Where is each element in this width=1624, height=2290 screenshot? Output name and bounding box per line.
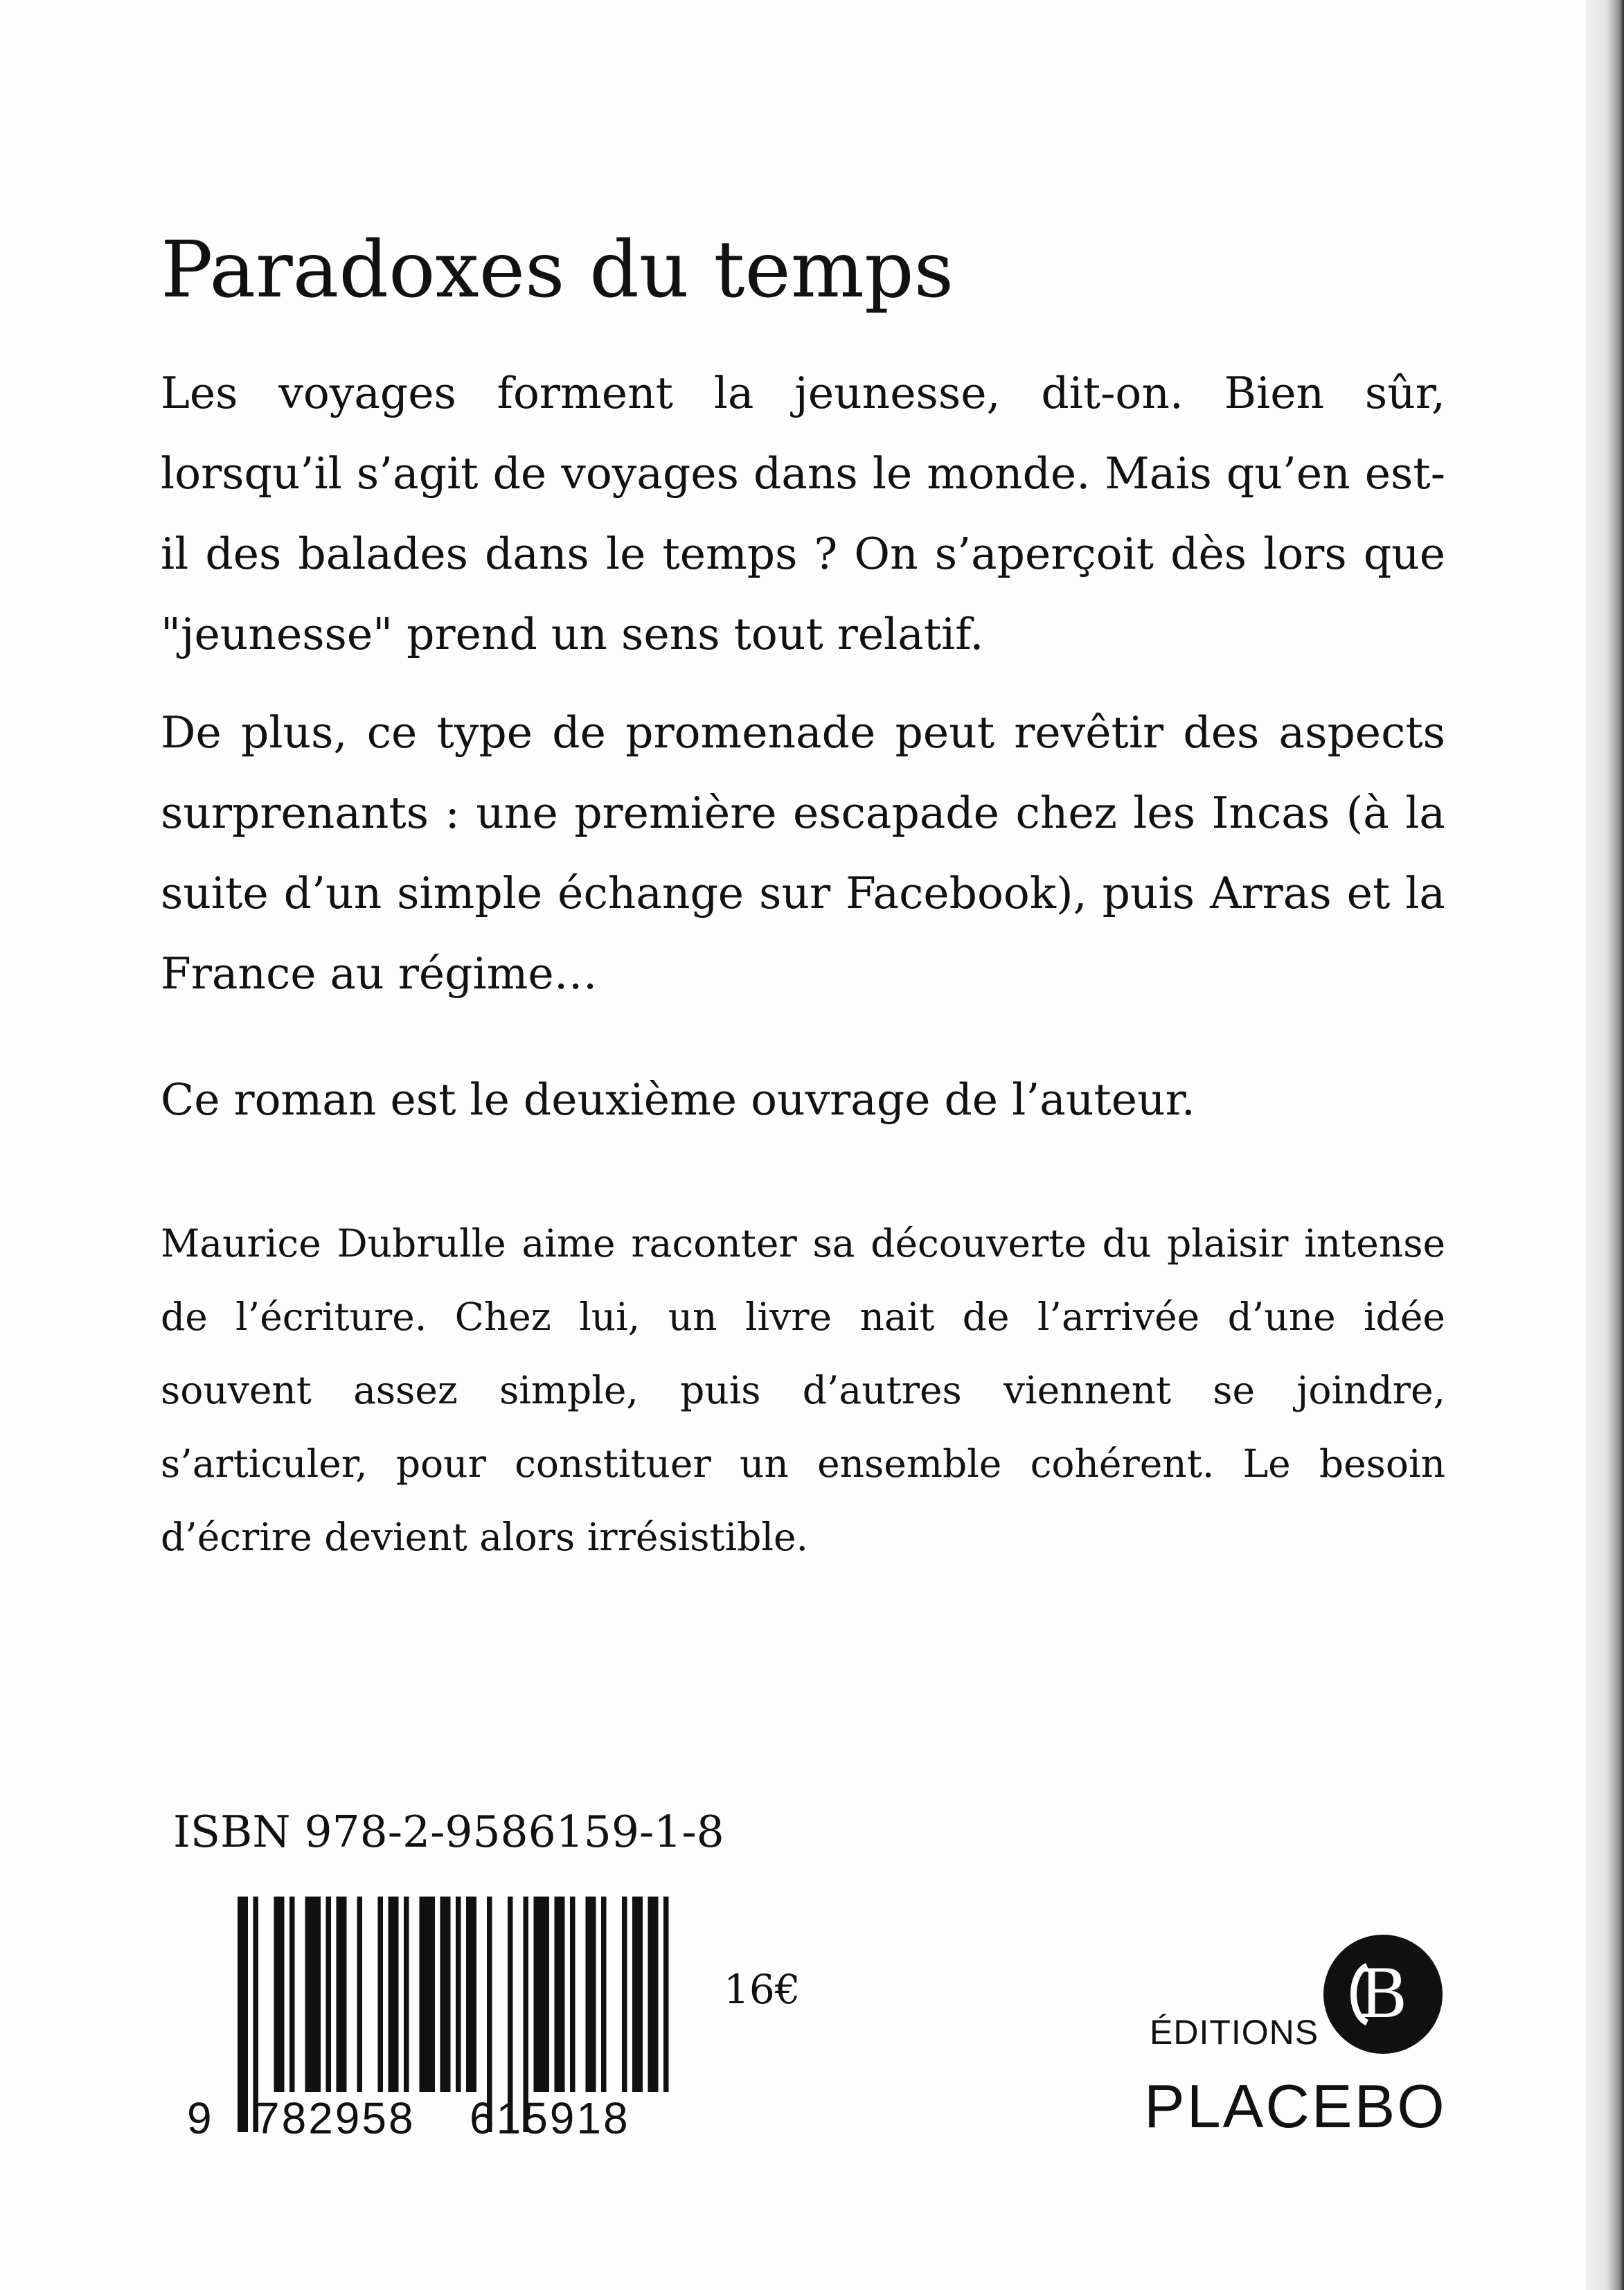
- author-bio: Maurice Dubrulle aime raconter sa découverte du plaisir intense de l’écriture. Chez lui, un livre nait de l’arrivée d’une idée souvent assez simple, puis d’autres viennent se joindre, s’articuler, pour constituer un ensemble cohérent. Le besoin d’écrire devient alors irrésistible.: [161, 1221, 1445, 1559]
- book-spine-edge: [1586, 0, 1624, 2290]
- barcode-digits-lead: 9: [187, 2093, 214, 2143]
- price: 16€: [724, 1966, 801, 2013]
- barcode-digits-right: 615918: [470, 2093, 630, 2143]
- svg-text:B: B: [1358, 1955, 1408, 2033]
- barcode-digits-left: 782958: [255, 2093, 416, 2143]
- book-title: Paradoxes du temps: [161, 225, 954, 316]
- blurb-paragraph: Ce roman est le deuxième ouvrage de l’auteur.: [161, 1074, 1195, 1125]
- barcode: [172, 1897, 695, 2154]
- publisher-name: PLACEBO: [1144, 2072, 1447, 2140]
- blurb-paragraph: De plus, ce type de promenade peut revêtir des aspects surprenants : une première escapade chez les Incas (à la suite d’un simple échange sur Facebook), puis Arras et la France au régime…: [161, 707, 1445, 999]
- publisher-logo-icon: [1321, 1933, 1445, 2056]
- blurb-paragraph: Les voyages forment la jeunesse, dit-on. Bien sûr, lorsqu’il s’agit de voyages dans le monde. Mais qu’en est-il des balades dans le temps ? On s’aperçoit dès lors que "jeunesse" prend un sens tout relatif.: [161, 368, 1445, 659]
- publisher-name-small: ÉDITIONS: [1150, 2013, 1319, 2052]
- isbn-number: ISBN 978-2-9586159-1-8: [173, 1807, 724, 1857]
